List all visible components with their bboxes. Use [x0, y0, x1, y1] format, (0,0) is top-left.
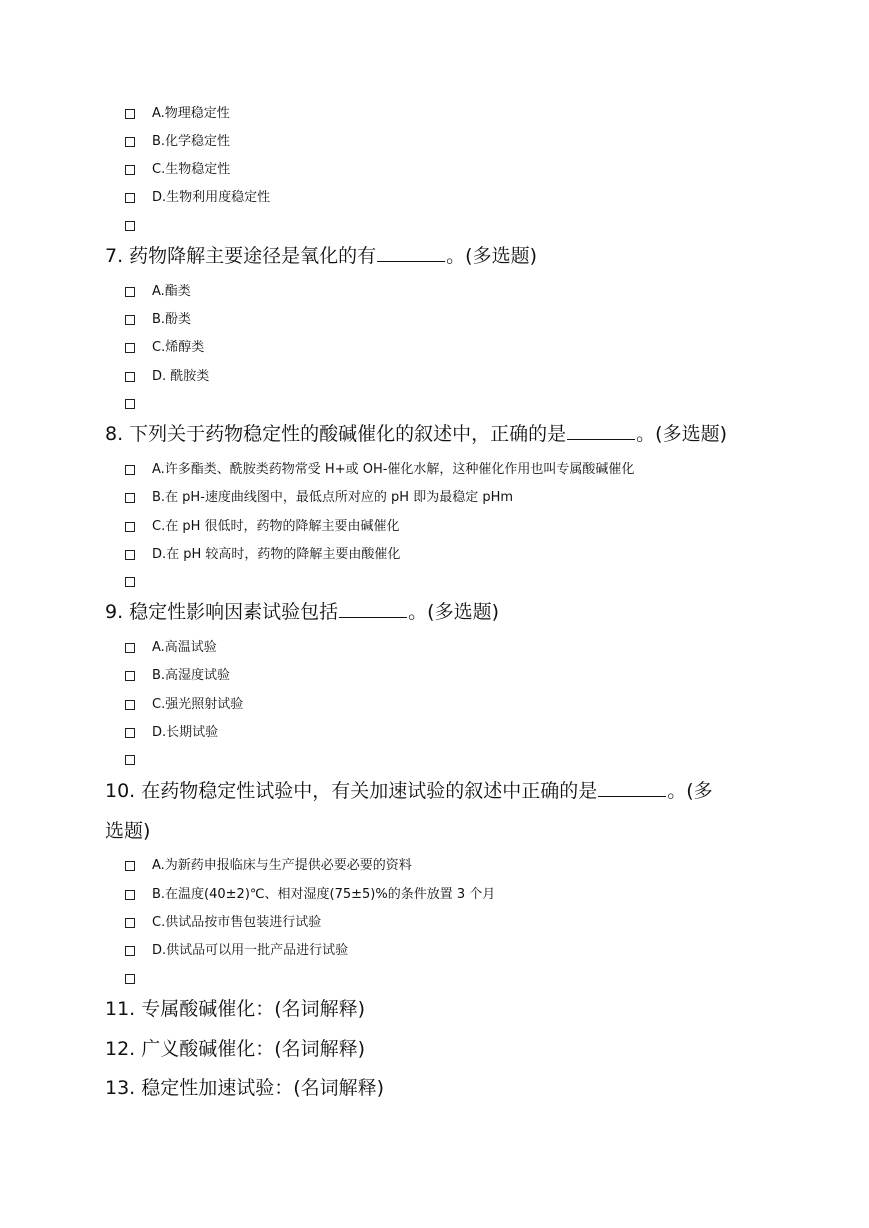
checkbox[interactable] [125, 399, 135, 409]
question-9-title [105, 600, 499, 624]
option-label: B.化学稳定性 [152, 134, 231, 149]
option-label: D.在 pH 较高时，药物的降解主要由酸催化 [152, 547, 401, 562]
question-12-title: 12. 广义酸碱催化：(名词解释) [105, 1038, 366, 1060]
q6-option-d[interactable] [125, 188, 270, 208]
option-label: A.酯类 [152, 284, 191, 299]
question-8-title [105, 422, 727, 446]
checkbox[interactable] [125, 109, 135, 119]
checkbox[interactable] [125, 643, 135, 653]
question-10-title [105, 779, 713, 803]
option-label: C.烯醇类 [152, 340, 205, 355]
checkbox[interactable] [125, 700, 135, 710]
answer-blank [598, 780, 666, 797]
option-label: D. 酰胺类 [152, 369, 210, 384]
checkbox[interactable] [125, 165, 135, 175]
question-7-title [105, 244, 537, 268]
q10-option-d[interactable] [125, 941, 348, 961]
q9-option-b[interactable] [125, 666, 230, 686]
question-type: 。(多选题) [636, 423, 727, 445]
question-text: 9. 稳定性影响因素试验包括 [105, 601, 339, 623]
question-type: 。(多选题) [408, 601, 499, 623]
q9-option-d[interactable] [125, 723, 218, 743]
option-label: B.在温度(40±2)℃、相对湿度(75±5)%的条件放置 3 个月 [152, 887, 496, 902]
option-label: A.为新药申报临床与生产提供必要必要的资料 [152, 858, 412, 873]
option-label: B.高湿度试验 [152, 668, 231, 683]
q7-option-b[interactable] [125, 310, 191, 330]
checkbox[interactable] [125, 372, 135, 382]
q9-option-empty[interactable] [125, 750, 152, 770]
option-label: B.酚类 [152, 312, 192, 327]
question-13-title: 13. 稳定性加速试验：(名词解释) [105, 1077, 385, 1099]
q6-option-c[interactable] [125, 160, 230, 180]
q6-option-a[interactable] [125, 104, 230, 124]
question-type: 。(多 [667, 780, 713, 802]
checkbox[interactable] [125, 193, 135, 203]
q8-option-a[interactable] [125, 460, 634, 480]
checkbox[interactable] [125, 137, 135, 147]
question-text: 7. 药物降解主要途径是氧化的有 [105, 245, 377, 267]
checkbox[interactable] [125, 728, 135, 738]
checkbox[interactable] [125, 918, 135, 928]
answer-blank [377, 245, 445, 262]
question-11-title: 11. 专属酸碱催化：(名词解释) [105, 998, 366, 1020]
checkbox[interactable] [125, 465, 135, 475]
option-label: C.生物稳定性 [152, 162, 231, 177]
question-text: 10. 在药物稳定性试验中，有关加速试验的叙述中正确的是 [105, 780, 598, 802]
option-label: D.生物利用度稳定性 [152, 190, 271, 205]
option-label: A.物理稳定性 [152, 106, 230, 121]
q10-option-empty[interactable] [125, 969, 152, 989]
checkbox[interactable] [125, 577, 135, 587]
q9-option-c[interactable] [125, 695, 243, 715]
q8-option-c[interactable] [125, 517, 400, 537]
q8-option-b[interactable] [125, 488, 513, 508]
answer-blank [339, 601, 407, 618]
option-label: B.在 pH-速度曲线图中，最低点所对应的 pH 即为最稳定 pHm [152, 490, 514, 505]
checkbox[interactable] [125, 946, 135, 956]
q7-option-d[interactable] [125, 367, 209, 387]
q9-option-a[interactable] [125, 638, 217, 658]
q6-option-empty[interactable] [125, 216, 152, 236]
option-label: A.许多酯类、酰胺类药物常受 H+或 OH-催化水解，这种催化作用也叫专属酸碱催化 [152, 462, 635, 477]
option-label: D.供试品可以用一批产品进行试验 [152, 943, 349, 958]
q7-option-c[interactable] [125, 338, 204, 358]
q10-option-c[interactable] [125, 913, 321, 933]
checkbox[interactable] [125, 343, 135, 353]
question-10-title-line2: 选题) [105, 820, 151, 842]
option-label: C.供试品按市售包装进行试验 [152, 915, 322, 930]
q8-option-d[interactable] [125, 545, 400, 565]
checkbox[interactable] [125, 287, 135, 297]
option-label: C.在 pH 很低时，药物的降解主要由碱催化 [152, 519, 400, 534]
checkbox[interactable] [125, 493, 135, 503]
checkbox[interactable] [125, 861, 135, 871]
checkbox[interactable] [125, 890, 135, 900]
option-label: A.高温试验 [152, 640, 217, 655]
checkbox[interactable] [125, 221, 135, 231]
option-label: D.长期试验 [152, 725, 219, 740]
q8-option-empty[interactable] [125, 572, 152, 592]
option-label: C.强光照射试验 [152, 697, 244, 712]
checkbox[interactable] [125, 522, 135, 532]
checkbox[interactable] [125, 550, 135, 560]
question-type: 。(多选题) [446, 245, 537, 267]
checkbox[interactable] [125, 755, 135, 765]
q10-option-a[interactable] [125, 856, 412, 876]
checkbox[interactable] [125, 315, 135, 325]
answer-blank [567, 423, 635, 440]
question-text: 8. 下列关于药物稳定性的酸碱催化的叙述中，正确的是 [105, 423, 567, 445]
q10-option-b[interactable] [125, 885, 495, 905]
q6-option-b[interactable] [125, 132, 230, 152]
checkbox[interactable] [125, 974, 135, 984]
q7-option-a[interactable] [125, 282, 191, 302]
q7-option-empty[interactable] [125, 394, 152, 414]
checkbox[interactable] [125, 671, 135, 681]
